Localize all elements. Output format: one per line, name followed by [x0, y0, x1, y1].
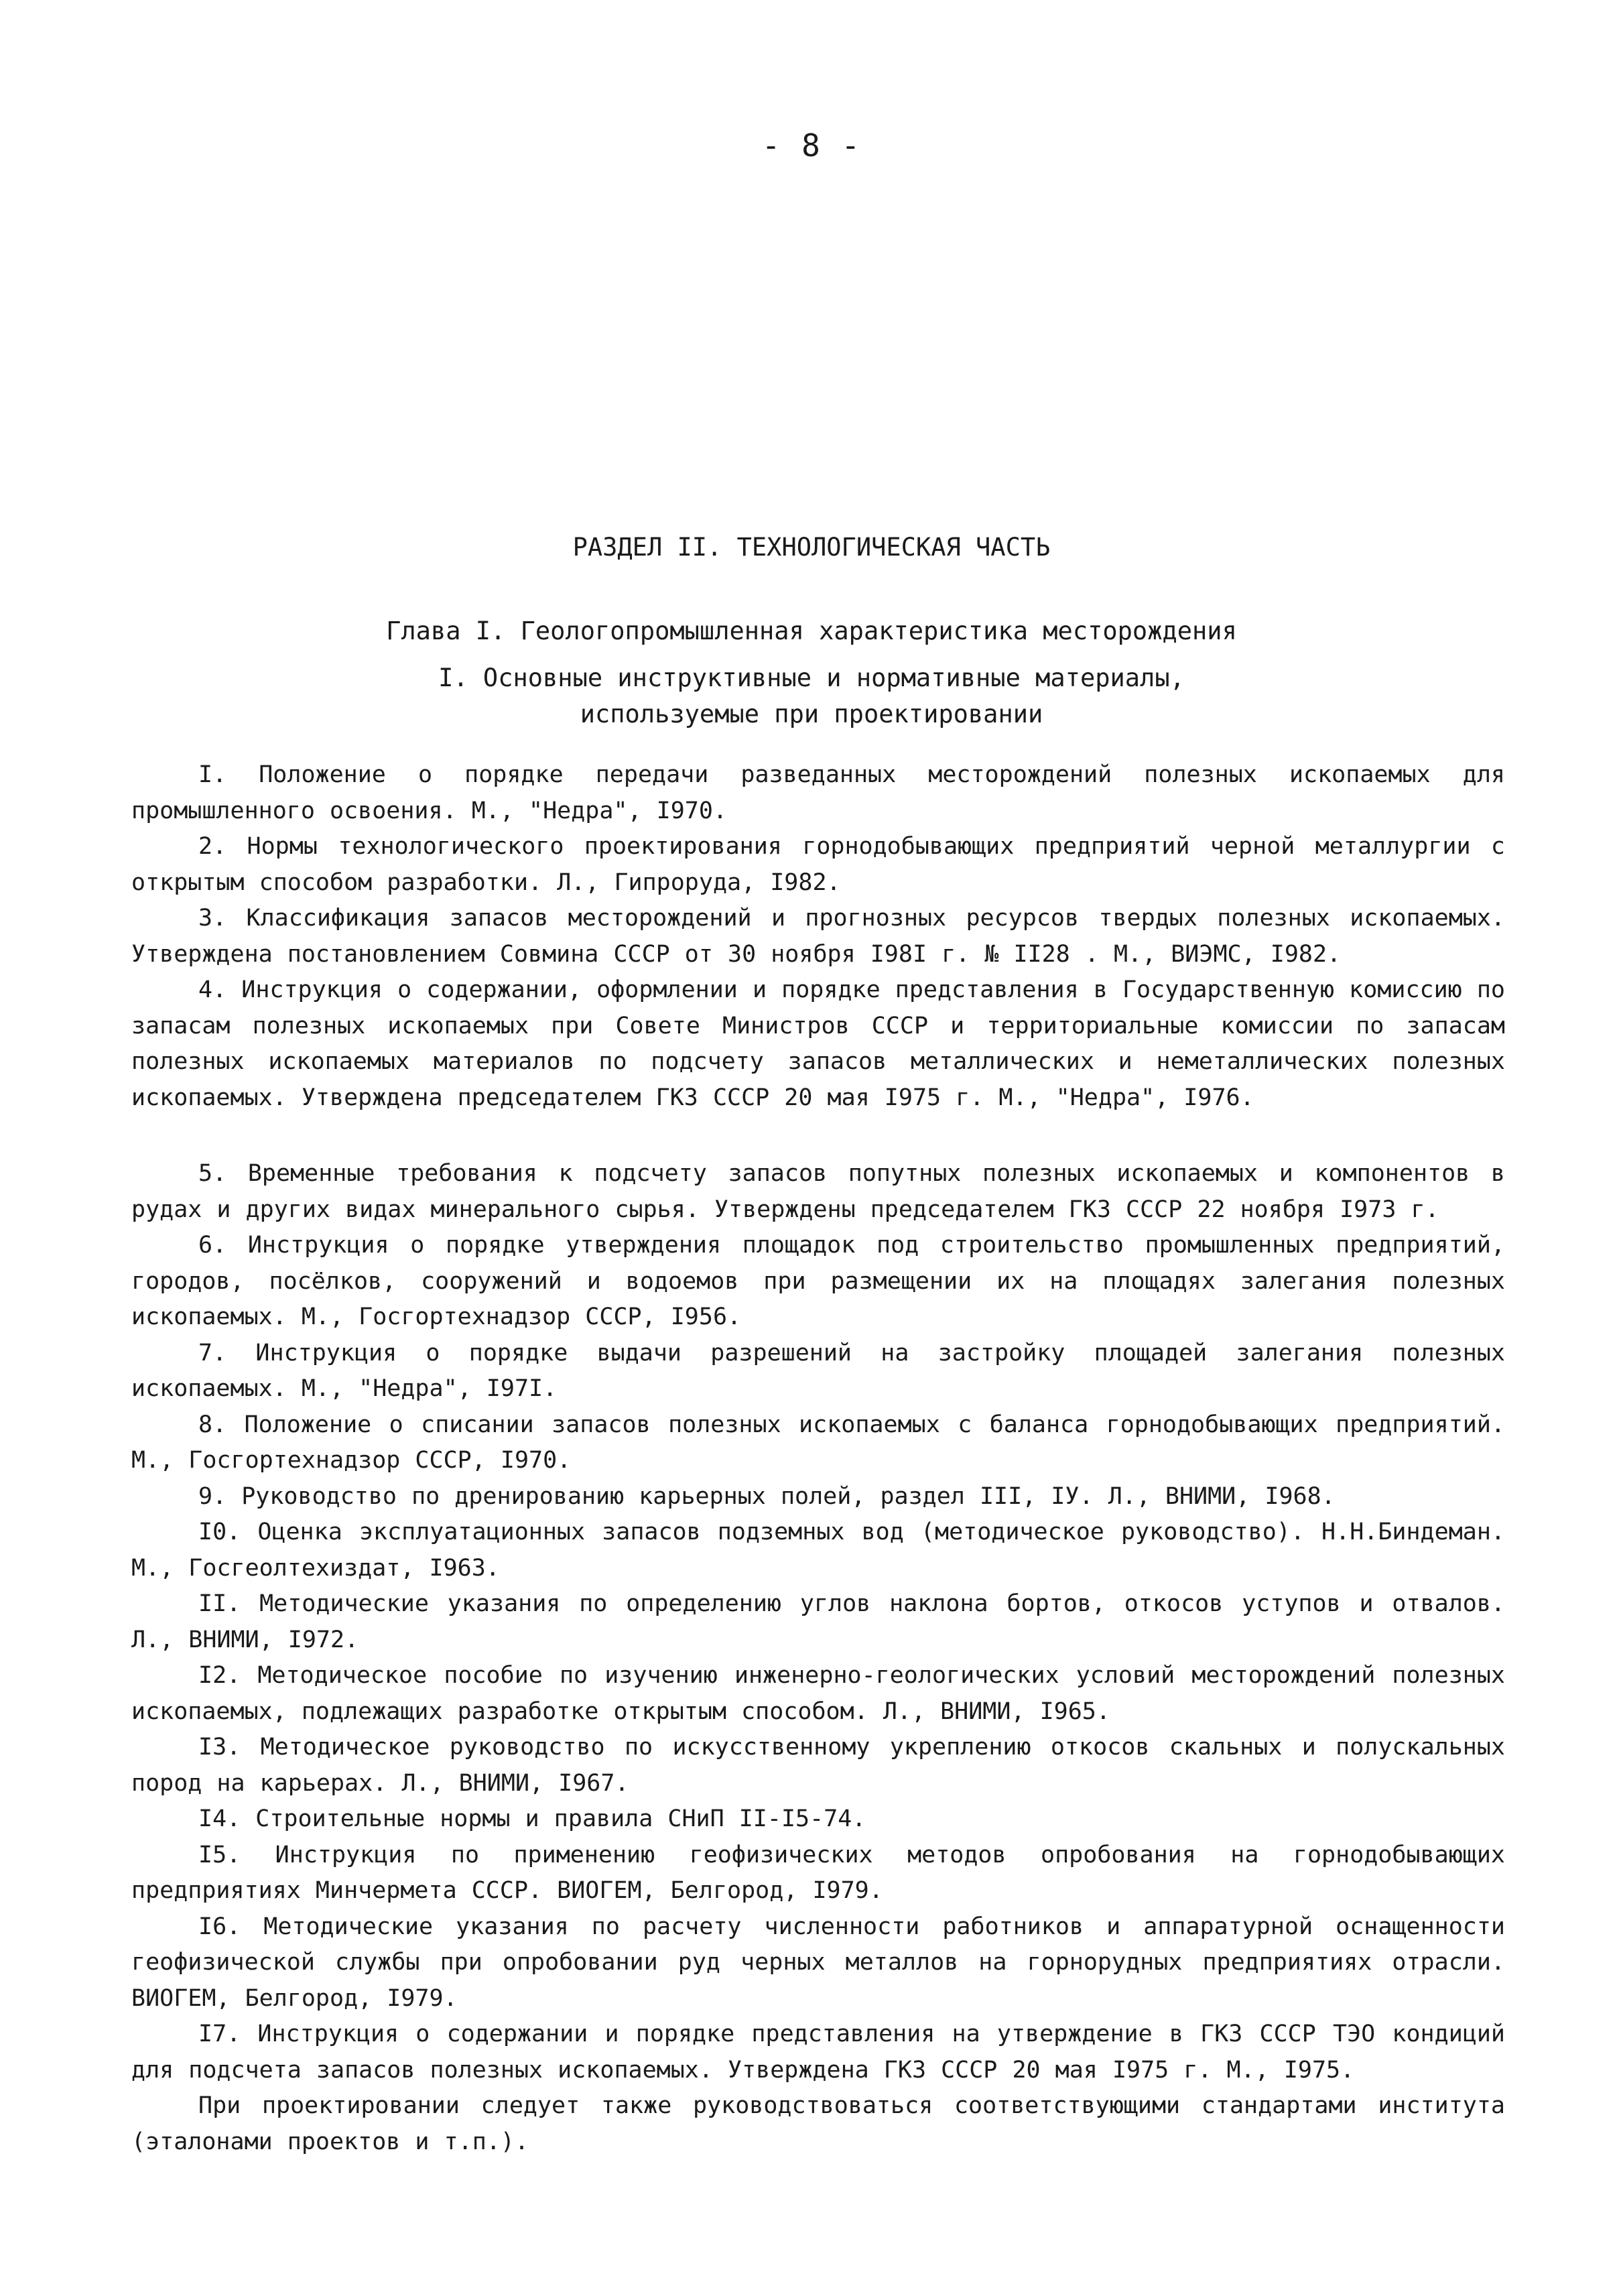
reference-item-12: I2. Методическое пособие по изучению инженерно-геологических условий месторождений полезных ископаемых, подлежащих разработке открытым способом. Л., ВНИМИ, I965. [131, 1662, 1505, 1725]
reference-item-7: 7. Инструкция о порядке выдачи разрешений на застройку площадей залегания полезных ископаемых. М., "Недра", I97I. [131, 1339, 1505, 1402]
reference-item-16: I6. Методические указания по расчету численности работников и аппаратурной оснащенности геофизической службы при опробовании руд черных металлов на горнорудных предприятиях отрасли. ВИОГЕМ, Белгород, I979. [131, 1913, 1505, 2012]
subsection-title-line-2: используемые при проектировании [580, 700, 1043, 728]
reference-item-17: I7. Инструкция о содержании и порядке представления на утверждение в ГКЗ СССР ТЭО кондиций для подсчета запасов полезных ископаемых. Утверждена ГКЗ СССР 20 мая I975 г. М., I975. [131, 2021, 1505, 2084]
reference-item-13: I3. Методическое руководство по искусственному укреплению откосов скальных и полускальных пород на карьерах. Л., ВНИМИ, I967. [131, 1734, 1505, 1797]
subsection-title [0, 660, 1623, 732]
reference-item-9: 9. Руководство по дренированию карьерных полей, раздел III, IУ. Л., ВНИМИ, I968. [198, 1482, 1336, 1510]
chapter-title: Глава I. Геологопромышленная характеристика месторождения [386, 617, 1237, 645]
reference-list [131, 757, 1505, 2160]
reference-item-1: I. Положение о порядке передачи разведанных месторождений полезных ископаемых для промышленного освоения. М., "Недра", I970. [131, 761, 1505, 824]
reference-item-3: 3. Классификация запасов месторождений и прогнозных ресурсов твердых полезных ископаемых. Утверждена постановлением Совмина СССР от 30 ноября I98I г. № II28 . М., ВИЭМС, I982. [131, 905, 1505, 968]
subsection-title-line-1: I. Основные инструктивные и нормативные материалы, [438, 663, 1185, 692]
reference-item-15: I5. Инструкция по применению геофизических методов опробования на горнодобывающих предприятиях Минчермета СССР. ВИОГЕМ, Белгород, I979. [131, 1841, 1505, 1904]
reference-item-14: I4. Строительные нормы и правила СНиП II-I5-74. [198, 1805, 866, 1832]
closing-note: При проектировании следует также руководствоваться соответствующими стандартами института (эталонами проектов и т.п.). [131, 2092, 1505, 2155]
reference-item-11: II. Методические указания по определению углов наклона бортов, откосов уступов и отвалов. Л., ВНИМИ, I972. [131, 1590, 1505, 1653]
reference-item-10: I0. Оценка эксплуатационных запасов подземных вод (методическое руководство). Н.Н.Биндеман. М., Госгеолтехиздат, I963. [131, 1519, 1505, 1582]
reference-item-2: 2. Нормы технологического проектирования горнодобывающих предприятий черной металлургии с открытым способом разработки. Л., Гипроруда, I982. [131, 833, 1505, 896]
reference-item-6: 6. Инструкция о порядке утверждения площадок под строительство промышленных предприятий, городов, посёлков, сооружений и водоемов при размещении их на площадях залегания полезных ископаемых. М., Госгортехнадзор СССР, I956. [131, 1232, 1505, 1330]
reference-item-4: 4. Инструкция о содержании, оформлении и порядке представления в Государственную комиссию по запасам полезных ископаемых при Совете Министров СССР и территориальные комиссии по запасам полезных ископаемых материалов по подсчету запасов металлических и неметаллических полезных ископаемых. Утверждена председателем ГКЗ СССР 20 мая I975 г. М., "Недра", I976. [131, 976, 1505, 1111]
reference-item-5: 5. Временные требования к подсчету запасов попутных полезных ископаемых и компонентов в рудах и других видах минерального сырья. Утверждены председателем ГКЗ СССР 22 ноября I973 г. [131, 1160, 1505, 1223]
section-title: РАЗДЕЛ II. ТЕХНОЛОГИЧЕСКАЯ ЧАСТЬ [572, 533, 1051, 562]
reference-item-8: 8. Положение о списании запасов полезных ископаемых с баланса горнодобывающих предприятий. М., Госгортехнадзор СССР, I970. [131, 1411, 1505, 1474]
page-number: - 8 - [761, 127, 862, 164]
